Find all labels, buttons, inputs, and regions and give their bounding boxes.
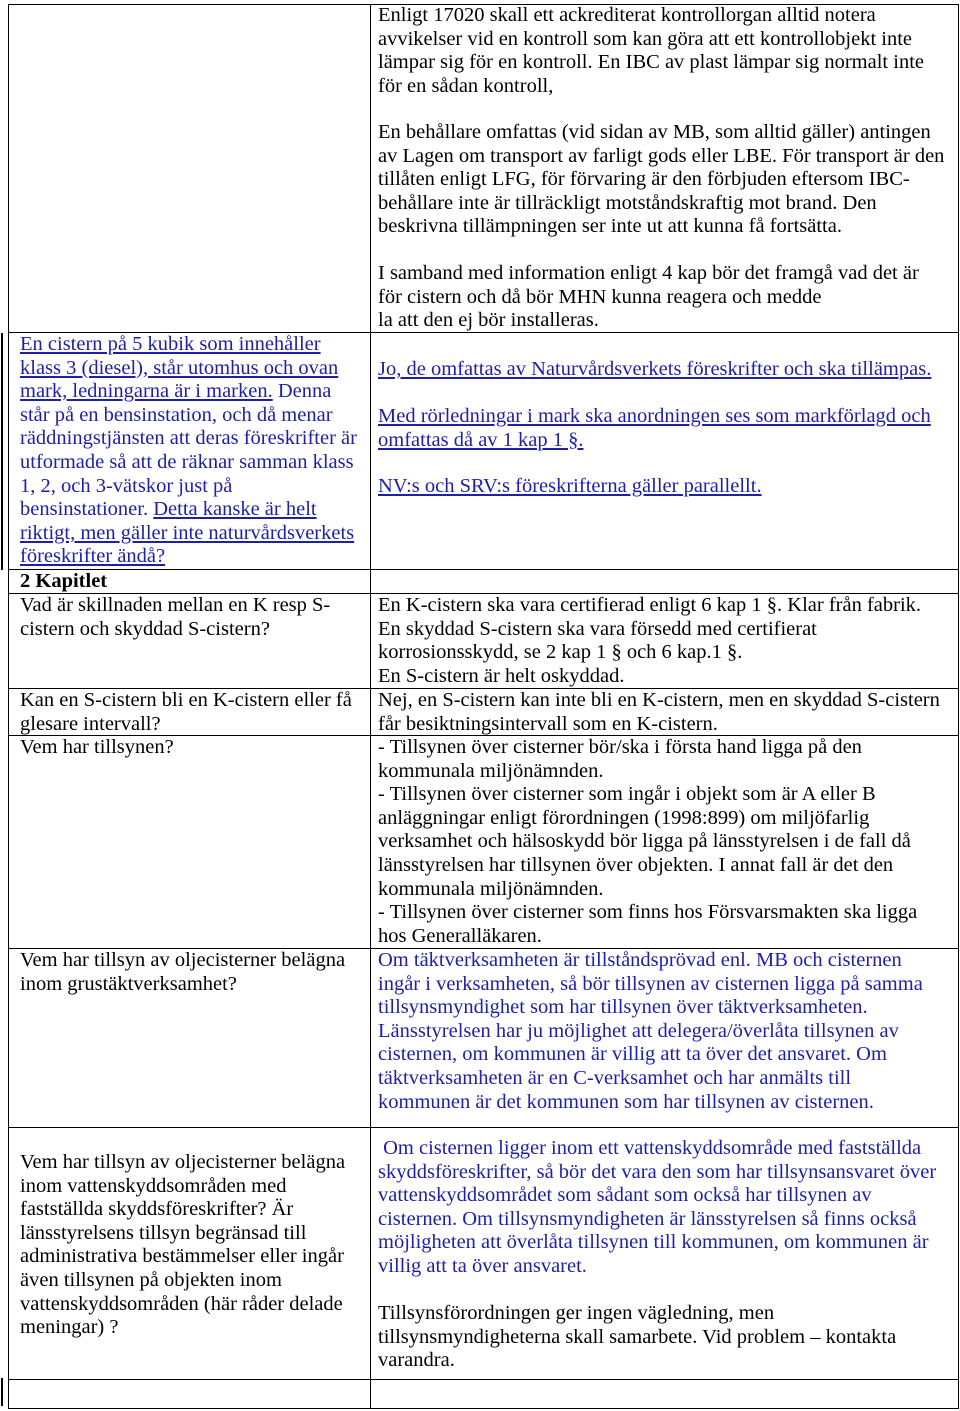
table-border-bottom [8,1408,959,1409]
answer-paragraph: En K-cistern ska vara certifierad enligt 6 kap 1 §. Klar från fabrik. En skyddad S-cistern ska vara försedd med certifierat korrosionsskydd, se 2 kap 1 § och 6 kap.1 §. En S-cistern är helt oskyddad. [378,594,922,687]
answer-paragraph: Nej, en S-cistern kan inte bli en K-cistern, men en skyddad S-cistern får besiktningsintervall som en K-cistern. [378,689,940,735]
answer-paragraph: Jo, de omfattas av Naturvårdsverkets föreskrifter och ska tillämpas. [378,358,932,380]
answer-paragraph: Om cisternen ligger inom ett vattenskyddsområde med fastställda skyddsföreskrifter, så bör det vara den som har tillsynsansvaret över vattenskyddsområdet som sådant som också har tillsynen av cisternen. Om tillsynsmyndigheten är länsstyrelsen så finns också möjligheten att överlåta tillsynen till kommunen, om kommunen är villig att ta över ansvaret. [378,1137,937,1277]
answer-paragraph: Om täktverksamheten är tillståndsprövad enl. MB och cisternen ingår i verksamheten, så bör tillsynen av cisternen ligga på samma tillsynsmyndighet som har tillsynen över täktverksamheten. Länsstyrelsen har ju möjlighet att delegera/överlåta tillsynen av cisternen, om kommunen är villig att ta över det ansvaret. Om täktverksamheten är en C-verksamhet och har anmälts till kommunen är det kommunen som har tillsynen av cisternen. [378,949,923,1113]
table-border-left [8,4,9,1409]
table-border-right [958,4,959,1409]
answer-paragraph: En behållare omfattas (vid sidan av MB, som alltid gäller) antingen av Lagen om transport av farligt gods eller LBE. För transport är den tillåten enligt LFG, för förvaring är den förbjuden eftersom IBC- behållare inte är tillräckligt motståndskraftig mot brand. Den beskrivna tillämpningen ser inte ut att kunna få fortsätta. [378,121,945,238]
question-text: Vem har tillsynen? [20,736,174,758]
row-divider [8,569,959,570]
answer-paragraph: Enligt 17020 skall ett ackrediterat kontrollorgan alltid notera avvikelser vid en kontroll som kan göra att ett kontrollobjekt inte lämpar sig för en kontroll. En IBC av plast lämpar sig normalt inte för en sådan kontroll, [378,4,924,97]
answer-paragraph: - Tillsynen över cisterner bör/ska i första hand ligga på den kommunala miljönämnden. - Tillsynen över cisterner som ingår i objekt som är A eller B anläggningar enligt förordningen (1998:899) om miljöfarlig verksamhet och hälsoskydd bör ligga på länsstyrelsen i de fall då länsstyrelsen har tillsynen över objekten. I annat fall är det den kommunala miljönämnden. - Tillsynen över cisterner som finns hos Försvarsmakten ska ligga hos Generalläkaren. [378,736,918,947]
row-divider [8,1379,959,1380]
revision-bar [1,1378,3,1406]
question-text [20,333,357,569]
question-segment-revised: Detta kanske är helt riktigt, men gäller inte naturvårdsverkets föreskrifter ändå? [20,498,355,568]
question-text: Vem har tillsyn av oljecisterner belägna inom grustäktverksamhet? [20,949,346,995]
question-segment: Denna står på en bensinstation, och då menar räddningstjänsten att deras föreskrifter är utformade så att de räknar samman klass 1, 2, och 3-vätskor just på bensinstationer. [20,380,357,521]
section-heading: 2 Kapitlet [20,570,108,592]
question-text: Kan en S-cistern bli en K-cistern eller få glesare intervall? [20,689,352,735]
question-text: Vad är skillnaden mellan en K resp S- cistern och skyddad S-cistern? [20,594,331,640]
revision-bar [1,333,3,570]
answer-paragraph: NV:s och SRV:s föreskrifterna gäller parallellt. [378,475,762,497]
row-divider [8,1127,959,1128]
question-text: Vem har tillsyn av oljecisterner belägna inom vattenskyddsområden med fastställda skyddsföreskrifter? Är länsstyrelsens tillsyn begränsad till administrativa bestämmelser eller ingår även tillsynen på objekten inom vattenskyddsområden (här råder delade meningar) ? [20,1151,346,1339]
question-segment-revised: En cistern på 5 kubik som innehåller klass 3 (diesel), står utomhus och ovan mark, ledningarna är i marken. [20,333,339,403]
column-divider [370,4,371,1409]
answer-paragraph: Med rörledningar i mark ska anordningen ses som markförlagd och omfattas då av 1 kap 1 §. [378,405,931,451]
answer-paragraph: I samband med information enligt 4 kap bör det framgå vad det är för cistern och då bör MHN kunna reagera och medde la att den ej bör installeras. [378,262,919,332]
answer-paragraph: Tillsynsförordningen ger ingen vägledning, men tillsynsmyndigheterna skall samarbete. Vid problem – kontakta varandra. [378,1302,897,1372]
